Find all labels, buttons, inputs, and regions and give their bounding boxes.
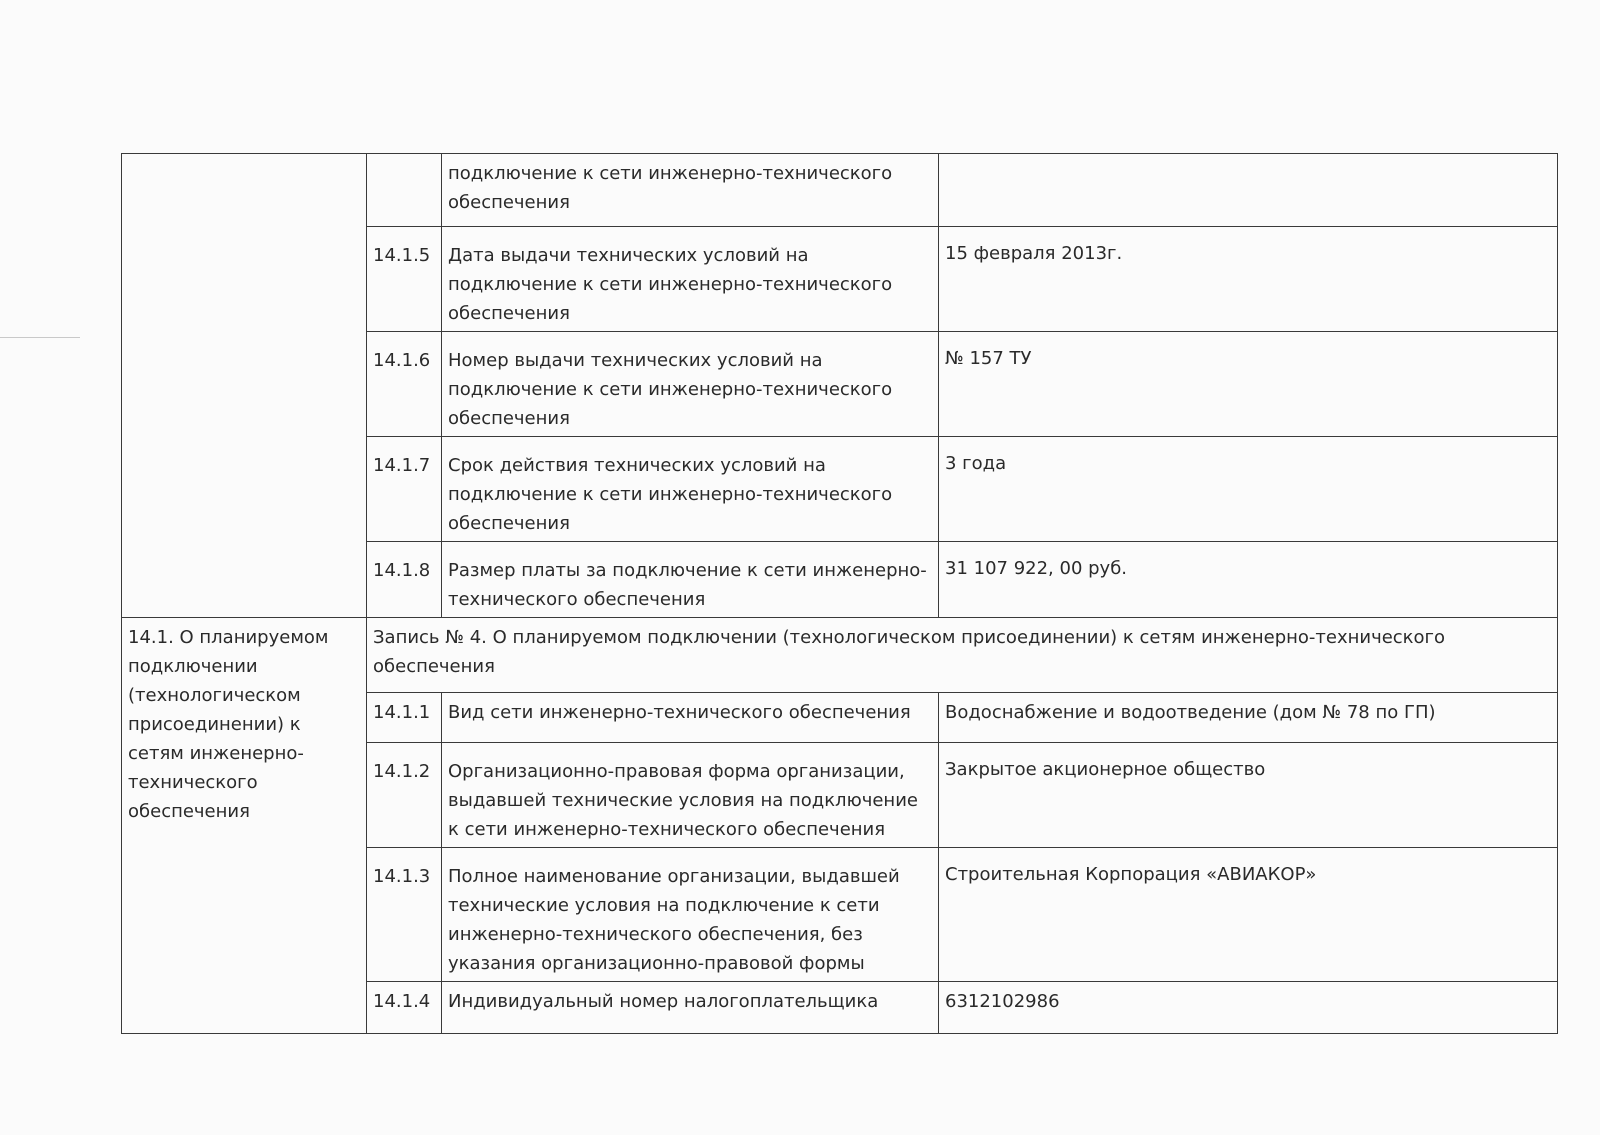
row-value-cell: 31 107 922, 00 руб. (939, 542, 1558, 618)
row-label-cell: Полное наименование организации, выдавшей технические условия на подключение к сети инженерно-технического обеспечения, без указания организационно-правовой формы (442, 848, 939, 982)
row-value-cell: № 157 ТУ (939, 332, 1558, 437)
row-label-cell: Размер платы за подключение к сети инженерно-технического обеспечения (442, 542, 939, 618)
row-label-cell: подключение к сети инженерно-технического обеспечения (442, 154, 939, 227)
row-number-cell: 14.1.6 (367, 332, 442, 437)
row-value-cell: 15 февраля 2013г. (939, 227, 1558, 332)
row-number-cell: 14.1.4 (367, 982, 442, 1034)
row-number-cell: 14.1.7 (367, 437, 442, 542)
row-number-cell: 14.1.2 (367, 743, 442, 848)
row-label-cell: Организационно-правовая форма организации, выдавшей технические условия на подключение к сети инженерно-технического обеспечения (442, 743, 939, 848)
row-number-cell: 14.1.3 (367, 848, 442, 982)
row-value-cell: 6312102986 (939, 982, 1558, 1034)
row-label-cell: Дата выдачи технических условий на подключение к сети инженерно-технического обеспечения (442, 227, 939, 332)
section-label-cell-empty (122, 154, 367, 618)
row-number-cell: 14.1.8 (367, 542, 442, 618)
row-value-cell: 3 года (939, 437, 1558, 542)
section-label-cell: 14.1. О планируемом подключении (технологическом присоединении) к сетям инженерно-технического обеспечения (122, 618, 367, 1034)
row-value-cell: Строительная Корпорация «АВИАКОР» (939, 848, 1558, 982)
row-label-cell: Срок действия технических условий на подключение к сети инженерно-технического обеспечения (442, 437, 939, 542)
row-label-cell: Номер выдачи технических условий на подключение к сети инженерно-технического обеспечения (442, 332, 939, 437)
row-number-cell: 14.1.1 (367, 693, 442, 743)
row-value-cell: Водоснабжение и водоотведение (дом № 78 по ГП) (939, 693, 1558, 743)
row-label-cell: Индивидуальный номер налогоплательщика (442, 982, 939, 1034)
table-row (122, 154, 1558, 227)
row-label-cell: Вид сети инженерно-технического обеспечения (442, 693, 939, 743)
disclosure-table (121, 153, 1558, 1034)
row-value-cell: Закрытое акционерное общество (939, 743, 1558, 848)
row-value-cell (939, 154, 1558, 227)
row-number-cell: 14.1.5 (367, 227, 442, 332)
scan-artifact-line (0, 337, 80, 338)
row-number-cell (367, 154, 442, 227)
table-row (122, 618, 1558, 693)
record-header-cell: Запись № 4. О планируемом подключении (технологическом присоединении) к сетям инженерно-технического обеспечения (367, 618, 1558, 693)
